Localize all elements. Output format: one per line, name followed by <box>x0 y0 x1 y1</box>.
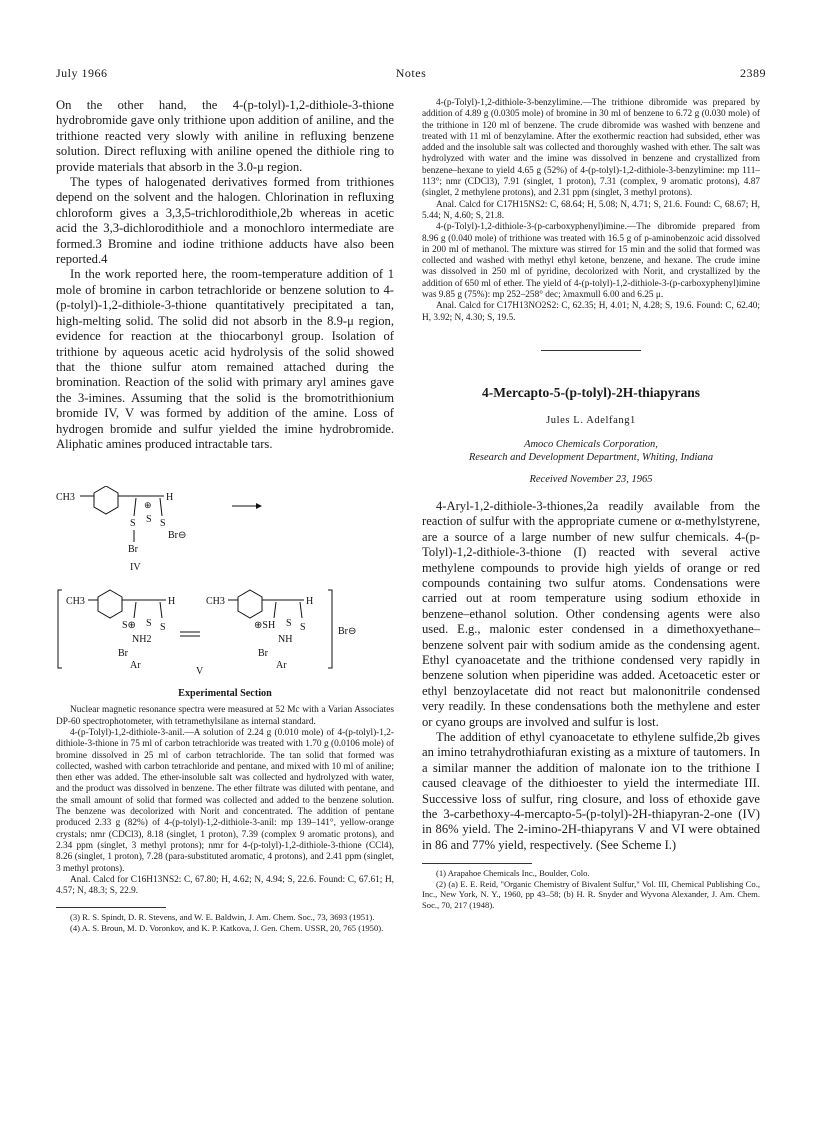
hydrogen-label: H <box>166 492 174 504</box>
compound-label-v: V <box>196 666 204 677</box>
sulfur-label: S <box>146 618 152 630</box>
experimental-paragraph: 4-(p-Tolyl)-1,2-dithiole-3-(p-carboxyphenyl)imine.—The dibromide prepared from 8.96 g (0.040 mole) of trithione was treated with 16.5 g of p-aminobenzoic acid dissolved in 200 ml of methanol. The mixture was stirred for 15 min and the solid that formed was collected and washed with methyl ethyl ketone, benzene, and hexane. The crude imine was dissolved in 250 ml of pyridine, decolorized with Norit, and crystallized by the addition of 650 ml of ether. The yield of 4-(p-tolyl)-1,2-dithiole-3-(p-carboxyphenyl)imine was 9.85 g (75%): mp 252–258° dec; λmaxmull 6.00 and 6.25 μ. <box>422 222 760 301</box>
bromine-label: Br <box>118 648 128 660</box>
sulfur-label: S <box>146 514 152 526</box>
bromide-anion: Br⊖ <box>168 530 187 542</box>
sulfur-label: S⊕ <box>122 620 136 632</box>
header-section: Notes <box>395 66 427 80</box>
compound-label-iv: IV <box>130 562 141 574</box>
sulfur-label: S <box>300 622 306 634</box>
sulfur-label: S <box>160 518 166 530</box>
header-date: July 1966 <box>56 66 108 80</box>
methyl-label: CH3 <box>66 596 85 608</box>
footnote-rule <box>422 863 532 864</box>
running-header <box>56 66 766 84</box>
aryl-label: Ar <box>130 660 141 672</box>
benzene-ring <box>238 590 262 618</box>
analysis-paragraph: Anal. Calcd for C17H15NS2: C, 68.64; H, 5.08; N, 4.71; S, 21.6. Found: C, 68.67; H, 5.44; N, 4.60; S, 21.8. <box>422 199 760 221</box>
methyl-label: CH3 <box>206 596 225 608</box>
received-date: Received November 23, 1965 <box>529 473 653 485</box>
footnote-rule <box>56 907 166 908</box>
bromine-label: Br <box>258 648 268 660</box>
footnote: (4) A. S. Broun, M. D. Voronkov, and K. P. Katkova, J. Gen. Chem. USSR, 20, 765 (1950). <box>70 922 384 933</box>
footnotes <box>56 912 394 933</box>
affiliation-line: Amoco Chemicals Corporation, <box>524 438 658 450</box>
benzene-ring <box>98 590 122 618</box>
section-heading: Experimental Section <box>178 688 272 700</box>
body-paragraph: In the work reported here, the room-temperature addition of 1 mole of bromine in carbon tetrachloride or benzene solution to 4-(p-tolyl)-1,2-dithiole-3-thione quantitatively precipitated a tan, high-melting solid. The solid did not absorb in the 8.9-μ region, evidence for reaction at the thiocarbonyl group. Isolation of trithione by aqueous acetic acid hydrolysis of the solid showed that the thione sulfur atom remained attached during the bromination. Reaction of the solid with primary aryl amines gave the 3-imines. Assuming that the solid is the bromotrithionium bromide IV, V was formed by addition of the amine. Loss of hydrogen bromide and sulfur yielded the imine hydrobromide. Aliphatic amines produced intractable tars. <box>56 267 394 451</box>
bromine-label: Br <box>128 544 138 556</box>
footnote: (3) R. S. Spindt, D. R. Stevens, and W. E. Baldwin, J. Am. Chem. Soc., 73, 3693 (1951). <box>70 912 375 923</box>
plus-charge: ⊕ <box>144 500 152 511</box>
reaction-scheme-drawing <box>56 486 394 676</box>
affiliation <box>422 438 760 464</box>
body-paragraph: 4-Aryl-1,2-dithiole-3-thiones,2a readily available from the reaction of sulfur with the appropriate cumene or α-methylstyrene, are a source of a large number of new sulfur chemicals. 4-(p-Tolyl)-1,2-dithiole-3-thione (I) reacted with several active methylene compounds to provide high yields of orange or red compounds containing two sulfur atoms. Condensations were carried out at room temperature using sodium ethoxide in benzene–ethanol solution. Other condensing agents were also used. E.g., malonic ester condensed in a dimethoxyethane–benzene solvent pair with sodium amide as the condensing agent. Ethyl cyanoacetate and the trithione condensed very rapidly in benzene solution when piperidine was added. Acetoacetic ester or ethyl benzoylacetate did not react but malononitrile condensed very readily. In these condensations both the methylene and ester or cyano groups are involved and sulfur is lost. <box>422 498 760 729</box>
experimental-paragraph: 4-(p-Tolyl)-1,2-dithiole-3-benzylimine.—The trithione dibromide was prepared by addition of 4.89 g (0.0305 mole) of bromine in 30 ml of benzene to 6.72 g (0.030 mole) of the trithione in 120 ml of benzene. The crude dibromide was washed with benzene and treated with 11 ml of benzylamine. After the exothermic reaction had subsided, ether was added and the insoluble salt was collected and thoroughly washed with ether. The salt was hydrolyzed with water and the imine was dissolved in benzene and crystallized from benzene–hexane to yield 4.65 g (52%) of 4-(p-tolyl)-1,2-dithiole-3-benzylimine: mp 111–113°; nmr (CDCl3), 7.91 (singlet, 1 proton), 7.31 (complex, 9 aromatic protons), 4.87 (singlet, 2 methylene protons), and 2.31 ppm (singlet, 3 methyl protons). <box>422 98 760 199</box>
benzene-ring <box>94 486 118 514</box>
aryl-label: Ar <box>276 660 287 672</box>
sulfur-label: S <box>286 618 292 630</box>
thiol-label: ⊕SH <box>254 620 276 632</box>
analysis-paragraph: Anal. Calcd for C17H13NO2S2: C, 62.35; H, 4.01; N, 4.28; S, 19.6. Found: C, 62.40; H, 3.92; N, 4.30; S, 19.5. <box>422 301 760 323</box>
experimental-paragraph: 4-(p-Tolyl)-1,2-dithiole-3-anil.—A solution of 2.24 g (0.010 mole) of 4-(p-tolyl)-1,2-dithiole-3-thione in 75 ml of carbon tetrachloride was treated with 1.70 g (0.0106 mole) of bromine dissolved in 25 ml of carbon tetrachloride. The tan solid that formed was collected, washed with carbon tetrachloride and pentane, and mixed with 10 ml of aniline; then ether was added. The ether-insoluble salt was collected and hydrolyzed with water, and the product was dissolved in benzene. The ether filtrate was diluted with pentane, and the small amount of solid that formed was collected and added to the benzene solution. The benzene was decolorized with Norit and concentrated. The addition of pentane produced 2.33 g (82%) of 4-(p-tolyl)-1,2-dithiole-3-anil: mp 139–141°, yellow-orange crystals; nmr (CDCl3), 8.18 (singlet, 1 proton), 7.39 (complex 9 aromatic protons), and 2.34 ppm (singlet, 3 methyl protons); nmr for 4-(p-tolyl)-1,2-dithiole-3-thione (CCl4), 8.26 (singlet, 1 proton), 7.28 (para-substituted aromatic, 4 protons), and 2.41 ppm (singlet, 3 methyl protons). <box>56 727 394 874</box>
sulfur-label: S <box>160 622 166 634</box>
left-column <box>56 98 394 933</box>
analysis-paragraph: Anal. Calcd for C16H13NS2: C, 67.80; H, 4.62; N, 4.94; S, 22.6. Found: C, 67.61; H, 4.57; N, 48.3; S, 22.9. <box>56 874 394 897</box>
hydrogen-label: H <box>306 596 314 608</box>
footnote: (1) Arapahoe Chemicals Inc., Boulder, Colo. <box>436 868 590 879</box>
header-page-number: 2389 <box>740 66 766 80</box>
body-paragraph: The types of halogenated derivatives formed from trithiones depend on the solvent and the halogen. Chlorination in refluxing chloroform gives a 3,3,5-trichlorodithiole,2b whereas in acetic acid the 3,3-dichlorodithiole and a monochloro intermediate are formed.3 Bromine and iodine trithione adducts have also been reported.4 <box>56 175 394 267</box>
amine-label: NH2 <box>132 634 152 646</box>
article-separator <box>541 350 641 351</box>
experimental-paragraph: Nuclear magnetic resonance spectra were measured at 52 Mc with a Varian Associates DP-60 spectrophotometer, with tetramethylsilane as internal standard. <box>56 705 394 727</box>
reaction-scheme <box>56 486 394 676</box>
hydrogen-label: H <box>168 596 176 608</box>
body-paragraph: On the other hand, the 4-(p-tolyl)-1,2-dithiole-3-thione hydrobromide gave only trithione upon addition of aniline, and the trithione reacted very slowly with aniline in refluxing benzene solution. Direct refluxing with aniline opened the dithiole ring to provide materials that absorb in the 3.0-μ region. <box>56 98 394 174</box>
footnotes <box>422 868 760 910</box>
imine-label: NH <box>278 634 293 646</box>
bromide-anion: Br⊖ <box>338 626 357 638</box>
methyl-label: CH3 <box>56 492 75 504</box>
article-title: 4-Mercapto-5-(p-tolyl)-2H-thiapyrans <box>482 384 700 400</box>
author-name: Jules L. Adelfang1 <box>546 414 636 426</box>
sulfur-label: S <box>130 518 136 530</box>
right-column <box>422 98 760 910</box>
body-paragraph: The addition of ethyl cyanoacetate to ethylene sulfide,2b gives an imino tetrahydrothiafuran existing as a mixture of tautomers. In a similar manner the addition of malonate ion to the trithione I caused cleavage of the dithioester to yield the intermediate III. Successive loss of sulfur, ring closure, and loss of ethoxide gave the 3-carbethoxy-4-mercapto-5-(p-tolyl)-2H-thiapyran-2-one (IV) in 86% yield. The 2-imino-2H-thiapyrans V and VI were obtained in 86 and 77% yield, respectively. (See Scheme I.) <box>422 730 760 852</box>
footnote: (2) (a) E. E. Reid, "Organic Chemistry of Bivalent Sulfur," Vol. III, Chemical Publishing Co., Inc., New York, N. Y., 1960, pp 43–58; (b) H. R. Snyder and Wyvona Alexander, J. Am. Chem. Soc., 70, 217 (1948). <box>422 878 760 910</box>
affiliation-line: Research and Development Department, Whiting, Indiana <box>468 451 714 463</box>
